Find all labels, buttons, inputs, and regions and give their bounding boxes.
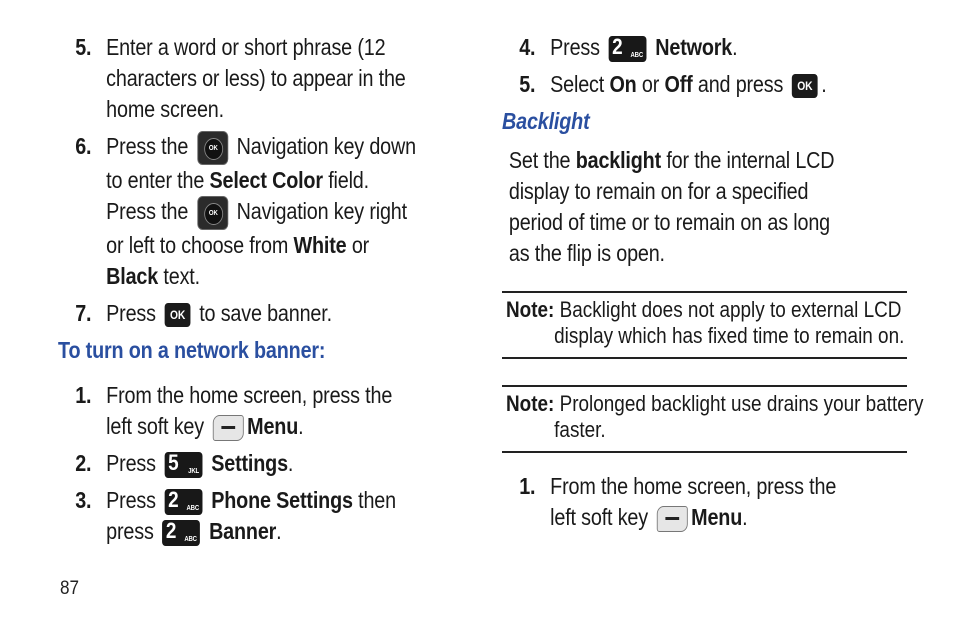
left-soft-key-icon [213, 415, 244, 441]
step-text: to save banner. [199, 300, 332, 326]
network-step-3: 3. Press 2 ABC Phone Settings then press 2 ABC Banner. [75, 486, 396, 544]
step-text: or [351, 232, 370, 258]
step-number: 3. [75, 487, 92, 513]
step-number: 5. [519, 71, 536, 97]
phone-settings-label: Phone Settings [211, 487, 353, 513]
network-step-2: 2. Press 5 JKL Settings. [58, 448, 419, 479]
number-key-5-icon: 5 JKL [165, 452, 203, 478]
note-label: Note: [506, 391, 555, 416]
step-text: then press [106, 487, 396, 544]
step-text: From the home screen, press the left soft key [550, 473, 837, 530]
white-label: White [293, 232, 347, 258]
note-external-lcd [502, 291, 907, 359]
black-label: Black [106, 263, 159, 289]
step-text: Press [550, 34, 600, 60]
banner-label: Banner [209, 518, 277, 544]
navigation-key-icon: OK [197, 196, 228, 230]
backlight-term: backlight [575, 147, 661, 173]
note-label: Note: [506, 297, 555, 322]
step-text: From the home screen, press the left soft key [106, 382, 393, 439]
right-column-text-bottom [502, 471, 850, 533]
step-number: 6. [75, 133, 92, 159]
section-heading-network-banner: To turn on a network banner: [58, 337, 326, 363]
number-key-2-icon: 2 ABC [609, 36, 647, 62]
backlight-step-1: 1. From the home screen, press the left soft key Menu. [519, 473, 837, 530]
step-number: 5. [75, 34, 92, 60]
select-color-label: Select Color [209, 167, 323, 193]
note-text: Backlight does not apply to external LCD display which has fixed time to remain on. [554, 297, 905, 348]
left-column-text [58, 32, 419, 547]
step-number: 1. [519, 473, 536, 499]
on-label: On [609, 71, 637, 97]
navigation-key-icon: OK [197, 131, 228, 165]
step-text: Select [550, 71, 605, 97]
step-number: 2. [75, 450, 92, 476]
step-text: Press the [106, 133, 189, 160]
step-text: and press [697, 71, 784, 97]
backlight-step-5: 5. Select On or Off and press OK . [502, 69, 850, 100]
network-label: Network [655, 34, 733, 60]
step-6 [58, 131, 419, 292]
step-text: text. [163, 263, 200, 289]
number-key-2-icon: 2 ABC [162, 520, 200, 546]
network-step-1: 1. From the home screen, press the left soft key Menu. [75, 382, 393, 439]
ok-key-icon: OK [792, 74, 818, 98]
left-soft-key-icon [657, 506, 688, 532]
backlight-paragraph: Set the backlight for the internal LCD display to remain on for a specified period of time or to remain on as long as the flip is open. [508, 147, 835, 266]
section-heading-backlight: Backlight [502, 108, 590, 134]
page-number: 87 [60, 578, 80, 599]
number-key-2-icon: 2 ABC [165, 489, 203, 515]
step-text: Enter a word or short phrase (12 characters or less) to appear in the home screen. [106, 34, 406, 122]
right-column [502, 32, 924, 539]
step-text: Press [106, 300, 156, 326]
menu-label: Menu [691, 504, 743, 530]
note-battery [502, 385, 924, 453]
step-text: Navigation key right or left to choose from [106, 198, 407, 258]
note-text: Prolonged backlight use drains your battery faster. [554, 391, 924, 442]
right-column-text [502, 32, 850, 269]
step-text: Press [106, 487, 156, 513]
left-column [58, 32, 478, 553]
backlight-step-4: 4. Press 2 ABC Network. [502, 32, 850, 63]
ok-key-icon: OK [165, 303, 191, 327]
step-text: Navigation key down to enter the [106, 133, 416, 193]
off-label: Off [664, 71, 693, 97]
menu-label: Menu [247, 413, 299, 439]
step-number: 1. [75, 382, 92, 408]
settings-label: Settings [211, 450, 288, 476]
step-text: Press [106, 450, 156, 476]
step-number: 7. [75, 300, 92, 326]
step-7 [58, 298, 419, 329]
step-text: or [641, 71, 660, 97]
step-5 [58, 32, 419, 125]
step-text: field. Press the [106, 167, 369, 225]
step-number: 4. [519, 34, 536, 60]
